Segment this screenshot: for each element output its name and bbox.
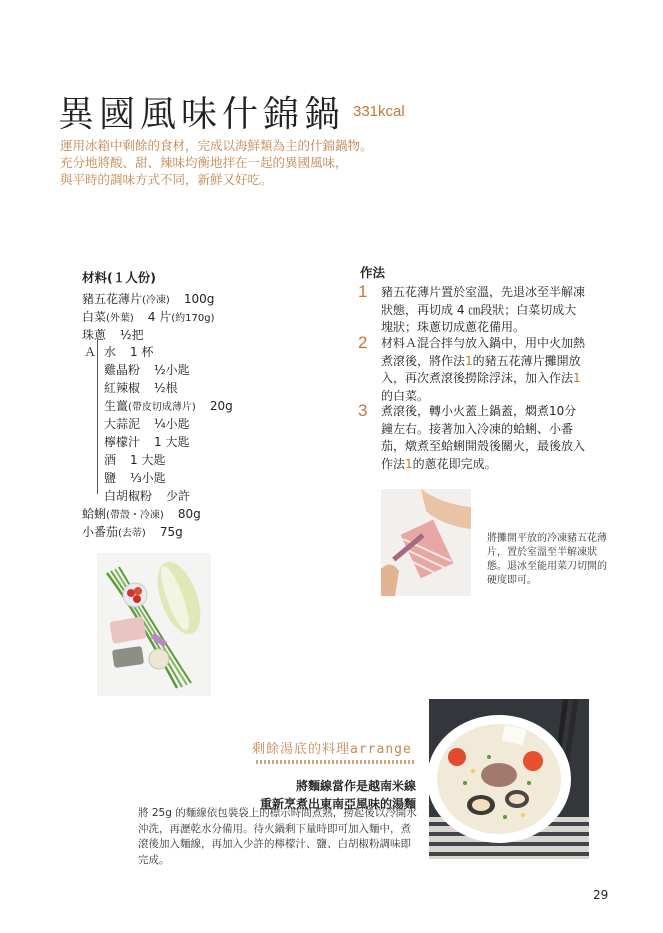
ingredient-name: 酒 — [104, 453, 117, 467]
ingredient-note: (外葉) — [106, 313, 134, 324]
step-number: 2 — [358, 333, 368, 352]
ingredient-red-chili — [104, 379, 178, 396]
ingredient-amount: 1 大匙 — [154, 435, 190, 449]
arrange-subtitle-line: 重新烹煮出東南亞風味的湯麵 — [259, 797, 416, 811]
ingredient-amount: 4 片 — [147, 310, 172, 324]
ingredient-amount: 80g — [177, 507, 201, 521]
step-text-part: 的蔥花即完成。 — [412, 456, 497, 471]
step-reference: 1 — [405, 456, 413, 471]
ingredient-amount: 75g — [159, 525, 183, 539]
step-text-part: 煮滾後，轉小火蓋上鍋蓋，燜煮10分鐘左右。接著加入冷凍的蛤蜊、小番茄，燉煮至蛤蜊開殼後關火，最後放入作法 — [381, 404, 586, 471]
ingredient-salt — [104, 469, 166, 486]
ingredients-title: 材料(１人份) — [82, 270, 156, 285]
step-reference: 1 — [573, 371, 581, 385]
ingredient-amount: ⅓小匙 — [130, 471, 166, 485]
recipe-title: 異國風味什錦鍋 — [58, 94, 346, 135]
tip-caption: 將攤開平放的冷凍豬五花薄片，置於室溫至半解凍狀態。退冰至能用菜刀切開的硬度即可。 — [487, 533, 607, 586]
ingredient-wine — [104, 451, 165, 468]
ingredient-lemon-juice — [104, 433, 189, 450]
ingredient-garlic — [104, 415, 190, 432]
step-text-part: 的豬五花薄片攤開放入，再次煮滾後撈除浮沫，加入作法 — [381, 353, 581, 385]
arrange-subtitle-line: 將麵線當作是越南米線 — [295, 779, 416, 793]
ingredient-name: 檸檬汁 — [104, 435, 141, 449]
intro-line: 與平時的調味方式不同，新鮮又好吃。 — [60, 172, 273, 187]
step-number: 3 — [358, 401, 368, 420]
page-number: 29 — [593, 888, 609, 902]
ingredient-name: 珠蔥 — [82, 328, 107, 342]
ingredient-pork — [82, 290, 214, 307]
ingredient-amount: 100g — [183, 292, 215, 306]
ingredient-note: (帶皮切成薄片) — [128, 402, 196, 413]
step-reference: 1 — [465, 353, 473, 368]
ingredient-amount: ½根 — [154, 381, 178, 395]
intro-text — [60, 137, 480, 188]
ingredient-name: 大蒜泥 — [104, 417, 141, 431]
ingredient-amount: 少許 — [166, 489, 191, 503]
arrange-body: 將 25g 的麵線依包裝袋上的標示時間煮熟，撈起後以冷開水沖洗，再瀝乾水分備用。待火鍋剩下量時即可加入麵中，煮滾後加入麵線，再加入少許的檸檬汁、鹽、白胡椒粉調味即完成。 — [138, 807, 417, 866]
ingredient-amount: 1 杯 — [130, 345, 154, 359]
group-a-label: Ａ — [84, 345, 97, 359]
step-number: 1 — [358, 282, 368, 301]
step-text-part: 材料Ａ混合拌勻放入鍋中，用中火加熱煮滾後，將作法 — [381, 336, 586, 368]
noodle-soup-photo — [429, 699, 589, 859]
ingredient-name: 小番茄 — [82, 525, 119, 539]
ingredient-name: 雞晶粉 — [104, 363, 141, 377]
ingredient-name: 水 — [104, 345, 117, 359]
pork-cutting-photo — [381, 489, 471, 596]
ingredient-amount: ½把 — [120, 328, 144, 342]
ingredient-scallion — [82, 326, 144, 343]
ingredient-note: (約170g) — [171, 313, 215, 324]
step-text-part: 的白菜。 — [381, 388, 430, 403]
ingredients-photo — [97, 553, 211, 696]
ingredient-white-pepper — [104, 487, 190, 504]
ingredient-name: 鹽 — [104, 471, 117, 485]
ingredient-name: 生薑 — [104, 399, 129, 413]
ingredient-note: (帶殼・冷凍) — [106, 510, 164, 521]
ingredient-note: (去蒂) — [118, 528, 146, 539]
ingredient-name: 豬五花薄片 — [82, 292, 143, 306]
ingredient-amount: ¼小匙 — [154, 417, 190, 431]
intro-line: 運用冰箱中剩餘的食材，完成以海鮮類為主的什錦鍋物。 — [60, 138, 373, 153]
ingredient-note: (冷凍) — [142, 295, 170, 306]
ingredient-name: 紅辣椒 — [104, 381, 141, 395]
step-text: 豬五花薄片置於室溫，先退冰至半解凍狀態，再切成 4 ㎝段狀；白菜切成大塊狀；珠蔥切成蔥花備用。 — [381, 285, 586, 334]
group-a-bracket — [97, 340, 98, 494]
ingredient-water — [104, 343, 153, 360]
ingredient-chicken-powder — [104, 361, 190, 378]
dotted-divider — [256, 760, 416, 764]
ingredient-amount: 20g — [209, 399, 233, 413]
intro-line: 充分地將酸、甜、辣味均衡地拌在一起的異國風味， — [60, 155, 348, 170]
ingredient-amount: ½小匙 — [154, 363, 190, 377]
calorie-label: 331kcal — [353, 103, 405, 120]
ingredient-name: 白菜 — [82, 310, 107, 324]
step-text — [381, 403, 586, 473]
ingredient-ginger — [104, 397, 233, 414]
ingredient-clams — [82, 505, 201, 522]
ingredient-name: 白胡椒粉 — [104, 489, 153, 503]
ingredient-cabbage — [82, 308, 215, 325]
step-text — [381, 335, 586, 405]
ingredient-tomato — [82, 523, 183, 540]
ingredient-name: 蛤蜊 — [82, 507, 107, 521]
arrange-title-zh: 剩餘湯底的料理 — [252, 742, 351, 757]
method-title: 作法 — [360, 265, 386, 280]
arrange-title — [252, 738, 412, 757]
arrange-title-en: arrange — [350, 742, 412, 757]
ingredient-amount: 1 大匙 — [130, 453, 166, 467]
